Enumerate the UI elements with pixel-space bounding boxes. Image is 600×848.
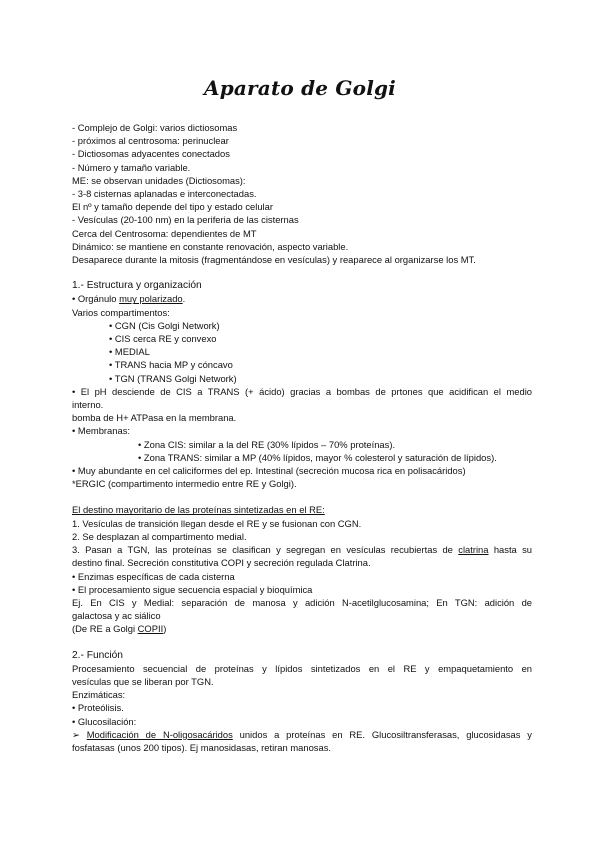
ejemplo-line: galactosa y ac siálico bbox=[72, 610, 161, 622]
intro-line: ME: se observan unidades (Dictiosomas): bbox=[72, 174, 246, 186]
intro-line: - próximos al centrosoma: perinuclear bbox=[72, 135, 229, 147]
compartimentos-label: Varios compartimentos: bbox=[72, 306, 170, 318]
destino-step: destino final. Secreción constitutiva COPI y secreción regulada Clatrina. bbox=[72, 557, 371, 569]
compartimento-item: • CIS cerca RE y convexo bbox=[109, 333, 217, 345]
ph-line: interno. bbox=[72, 399, 104, 411]
destino-step: 1. Vesículas de transición llegan desde el RE y se fusionan con CGN. bbox=[72, 517, 362, 529]
page-title: Aparato de Golgi bbox=[204, 76, 396, 100]
intro-line: - Número y tamaño variable. bbox=[72, 161, 191, 173]
ph-line: bomba de H+ ATPasa en la membrana. bbox=[72, 412, 237, 424]
modificacion-suffix: unidos a proteínas en RE. Glucosiltransferasas, glucosidasas y bbox=[232, 728, 532, 740]
membrana-item: • Zona TRANS: similar a MP (40% lípidos, mayor % colesterol y saturación de lípidos). bbox=[138, 451, 497, 463]
ph-line: • El pH desciende de CIS a TRANS (+ ácido) gracias a bombas de prtones que acidifican el medio bbox=[72, 385, 532, 397]
intro-line: Cerca del Centrosoma: dependientes de MT bbox=[72, 227, 257, 239]
enzimas-line: • Enzimas específicas de cada cisterna bbox=[72, 570, 235, 582]
copii-line bbox=[72, 622, 532, 635]
compartimento-item: • TGN (TRANS Golgi Network) bbox=[109, 372, 237, 384]
organulo-underlined: muy polarizado bbox=[119, 293, 183, 305]
step3-underlined: clatrina bbox=[458, 544, 489, 556]
section-heading-funcion: 2.- Función bbox=[72, 649, 123, 661]
step3-suffix: hasta su bbox=[488, 544, 533, 556]
compartimento-item: • MEDIAL bbox=[109, 346, 150, 358]
organulo-line bbox=[72, 292, 532, 305]
abundante-line: • Muy abundante en cel caliciformes del ep. Intestinal (secreción mucosa rica en polisacáridos) bbox=[72, 465, 466, 477]
enzimaticas-label: Enzimáticas: bbox=[72, 689, 126, 701]
modificacion-line: fosfatasas (unos 200 tipos). Ej manosidasas, retiran manosas. bbox=[72, 741, 331, 753]
compartimento-item: • CGN (Cis Golgi Network) bbox=[109, 319, 220, 331]
section-heading-estructura: 1.- Estructura y organización bbox=[72, 280, 202, 292]
procesamiento-line: • El procesamiento sigue secuencia espacial y bioquímica bbox=[72, 583, 313, 595]
procesamiento-text: Procesamiento secuencial de proteínas y lípidos sintetizados en el RE y empaquetamiento en bbox=[72, 662, 532, 674]
intro-line: - Complejo de Golgi: varios dictiosomas bbox=[72, 122, 238, 133]
intro-line: - 3-8 cisternas aplanadas e interconectadas. bbox=[72, 188, 257, 200]
organulo-suffix: . bbox=[182, 293, 186, 305]
modificacion-line bbox=[72, 728, 532, 741]
destino-step bbox=[72, 543, 532, 556]
intro-line: El nº y tamaño depende del tipo y estado celular bbox=[72, 201, 273, 213]
intro-line: - Vesículas (20-100 nm) en la periferia de las cisternas bbox=[72, 214, 299, 226]
arrow-icon: ➢ bbox=[72, 728, 87, 740]
membranas-label: • Membranas: bbox=[72, 425, 130, 437]
organulo-prefix: • Orgánulo bbox=[72, 293, 120, 305]
destino-step: 2. Se desplazan al compartimento medial. bbox=[72, 530, 247, 542]
destino-heading-text: El destino mayoritario de las proteínas sintetizadas en el RE: bbox=[72, 504, 325, 516]
destino-heading bbox=[72, 503, 532, 516]
membrana-item: • Zona CIS: similar a la del RE (30% lípidos – 70% proteínas). bbox=[138, 438, 396, 450]
intro-line: - Dictiosomas adyacentes conectados bbox=[72, 148, 230, 160]
copii-prefix: (De RE a Golgi bbox=[72, 623, 138, 635]
glucosilacion-item: • Glucosilación: bbox=[72, 715, 137, 727]
proteolisis-item: • Proteólisis. bbox=[72, 702, 124, 714]
intro-line: Desaparece durante la mitosis (fragmentándose en vesículas) y reaparece al organizarse los MT. bbox=[72, 254, 476, 266]
ejemplo-line: Ej. En CIS y Medial: separación de manosa y adición N-acetilglucosamina; En TGN: adición de bbox=[72, 596, 532, 608]
modificacion-underlined: Modificación de N-oligosacáridos bbox=[86, 728, 233, 740]
ergic-line: *ERGIC (compartimento intermedio entre RE y Golgi). bbox=[72, 478, 297, 490]
intro-line: Dinámico: se mantiene en constante renovación, aspecto variable. bbox=[72, 240, 349, 252]
copii-underlined: COPII bbox=[137, 623, 164, 635]
procesamiento-text: vesículas que se liberan por TGN. bbox=[72, 675, 214, 687]
copii-suffix: ) bbox=[163, 623, 167, 635]
document-body bbox=[72, 121, 532, 754]
step3-prefix: 3. Pasan a TGN, las proteínas se clasifican y segregan en vesículas recubiertas de bbox=[72, 544, 459, 556]
compartimento-item: • TRANS hacia MP y cóncavo bbox=[109, 359, 233, 371]
